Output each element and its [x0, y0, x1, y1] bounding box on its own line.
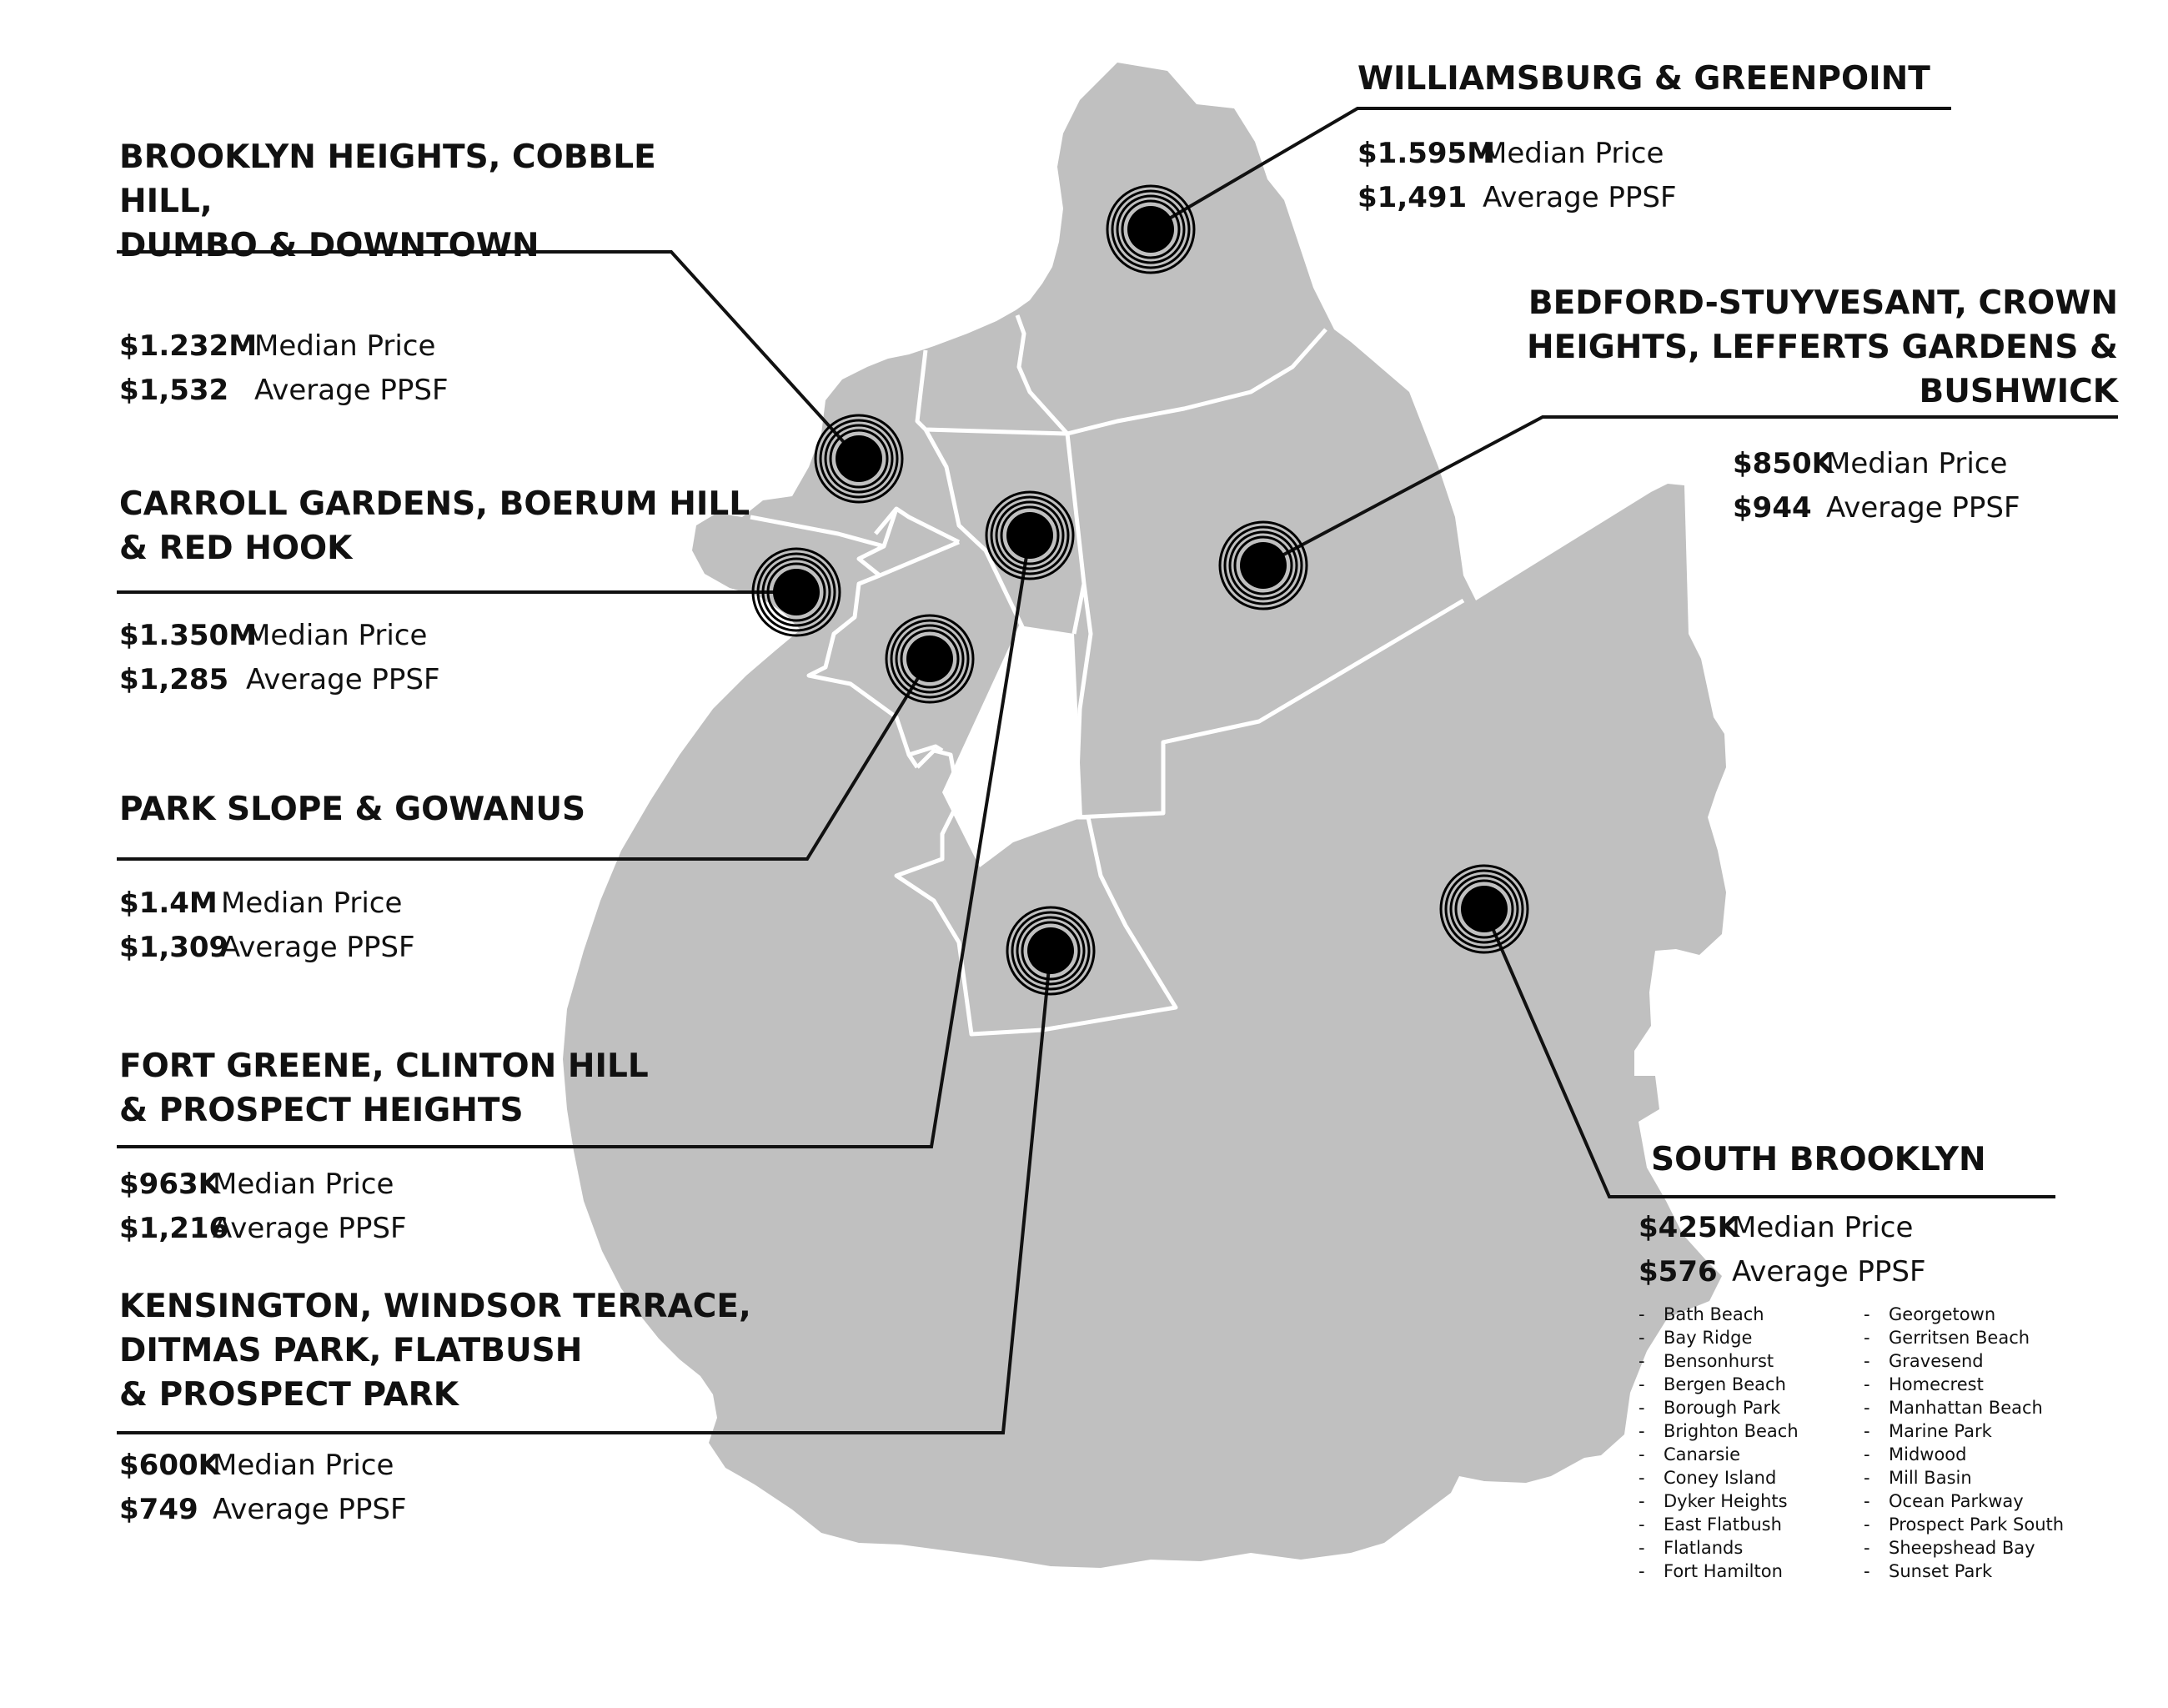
list-dash: - [1864, 1421, 1870, 1441]
area-name: Gravesend [1889, 1351, 1984, 1371]
area-name: East Flatbush [1664, 1515, 1782, 1535]
ppsf-row: $1,285 Average PPSF [119, 663, 440, 696]
median-price-row: $1.595MMedian Price [1358, 137, 1664, 170]
list-dash: - [1639, 1515, 1645, 1535]
median-price-row: $850KMedian Price [1733, 447, 2008, 480]
label-south-brooklyn [1651, 1138, 2085, 1182]
median-price-row: $1.232MMedian Price [119, 329, 436, 363]
area-name: Georgetown [1889, 1304, 1996, 1324]
area-list-item [1864, 1349, 2064, 1373]
ppsf-row: $1,532 Average PPSF [119, 374, 449, 407]
area-list-item [1639, 1303, 1799, 1326]
list-dash: - [1639, 1538, 1645, 1558]
list-dash: - [1864, 1374, 1870, 1394]
area-list-item [1864, 1396, 2064, 1419]
area-list-item [1639, 1560, 1799, 1583]
ppsf-row: $1,216Average PPSF [119, 1212, 407, 1245]
south-brooklyn-stats [1639, 1206, 2105, 1294]
list-dash: - [1864, 1538, 1870, 1558]
median-price-row: $600KMedian Price [119, 1449, 394, 1482]
area-name: Borough Park [1664, 1398, 1781, 1418]
label-park-slope-gowanus [119, 787, 753, 970]
area-name: Coney Island [1664, 1468, 1777, 1488]
area-list-item [1864, 1489, 2064, 1513]
area-list-item [1639, 1466, 1799, 1489]
list-dash: - [1864, 1561, 1870, 1581]
list-dash: - [1639, 1444, 1645, 1464]
area-list-item [1864, 1536, 2064, 1560]
list-dash: - [1864, 1328, 1870, 1348]
label-bed-stuy-crown-heights [1418, 281, 2118, 530]
label-williamsburg-greenpoint [1358, 57, 1991, 220]
area-name: Sheepshead Bay [1889, 1538, 2035, 1558]
area-list-item [1639, 1419, 1799, 1443]
neighborhood-title: CARROLL GARDENS, BOERUM HILL & RED HOOK [119, 485, 750, 567]
neighborhood-title: WILLIAMSBURG & GREENPOINT [1358, 60, 1930, 98]
ppsf-row: $576 Average PPSF [1639, 1255, 1926, 1289]
list-dash: - [1864, 1304, 1870, 1324]
label-carroll-gardens-red-hook [119, 482, 753, 702]
list-dash: - [1864, 1491, 1870, 1511]
list-dash: - [1639, 1304, 1645, 1324]
area-list-item [1864, 1326, 2064, 1349]
median-price-row: $1.4M Median Price [119, 887, 403, 920]
list-dash: - [1639, 1491, 1645, 1511]
area-name: Sunset Park [1889, 1561, 1993, 1581]
area-list-item [1864, 1443, 2064, 1466]
ppsf-row: $749 Average PPSF [119, 1493, 407, 1526]
area-name: Midwood [1889, 1444, 1967, 1464]
list-dash: - [1864, 1351, 1870, 1371]
area-list-item [1639, 1536, 1799, 1560]
area-name: Fort Hamilton [1664, 1561, 1783, 1581]
area-list-item [1639, 1326, 1799, 1349]
list-dash: - [1639, 1421, 1645, 1441]
marker-dot [1127, 206, 1174, 253]
median-price-row: $963KMedian Price [119, 1168, 394, 1201]
area-name: Gerritsen Beach [1889, 1328, 2030, 1348]
area-list-item [1639, 1349, 1799, 1373]
south-brooklyn-areas-column-1 [1639, 1303, 1799, 1583]
area-name: Bergen Beach [1664, 1374, 1786, 1394]
area-name: Bensonhurst [1664, 1351, 1774, 1371]
marker-dot [1006, 512, 1053, 559]
area-list-item [1864, 1419, 2064, 1443]
area-list-item [1639, 1396, 1799, 1419]
area-list-item [1864, 1373, 2064, 1396]
label-kensington-flatbush [119, 1284, 803, 1532]
list-dash: - [1864, 1398, 1870, 1418]
area-name: Manhattan Beach [1889, 1398, 2043, 1418]
list-dash: - [1864, 1515, 1870, 1535]
area-name: Ocean Parkway [1889, 1491, 2024, 1511]
list-dash: - [1639, 1374, 1645, 1394]
area-name: Dyker Heights [1664, 1491, 1788, 1511]
marker-dot [1240, 542, 1287, 589]
area-list-item [1639, 1489, 1799, 1513]
neighborhood-title: BROOKLYN HEIGHTS, COBBLE HILL, DUMBO & DOWNTOWN [119, 138, 656, 264]
area-list-item [1864, 1303, 2064, 1326]
list-dash: - [1639, 1328, 1645, 1348]
label-brooklyn-heights-downtown [119, 135, 753, 413]
list-dash: - [1639, 1398, 1645, 1418]
area-list-item [1864, 1560, 2064, 1583]
marker-dot [906, 635, 953, 682]
ppsf-row: $1,309Average PPSF [119, 931, 415, 964]
label-fort-greene-prospect-heights [119, 1044, 753, 1251]
list-dash: - [1639, 1561, 1645, 1581]
ppsf-row: $944 Average PPSF [1733, 491, 2020, 525]
neighborhood-title: PARK SLOPE & GOWANUS [119, 791, 586, 828]
area-list-item [1639, 1443, 1799, 1466]
area-list-item [1639, 1373, 1799, 1396]
neighborhood-title: KENSINGTON, WINDSOR TERRACE, DITMAS PARK, FLATBUSH & PROSPECT PARK [119, 1288, 751, 1414]
marker-dot [1027, 927, 1074, 974]
area-name: Mill Basin [1889, 1468, 1972, 1488]
south-brooklyn-areas-column-2 [1864, 1303, 2064, 1583]
area-name: Prospect Park South [1889, 1515, 2065, 1535]
ppsf-row: $1,491 Average PPSF [1358, 181, 1677, 214]
marker-dot [773, 569, 820, 615]
area-name: Flatlands [1664, 1538, 1744, 1558]
area-list-item [1864, 1466, 2064, 1489]
area-name: Brighton Beach [1664, 1421, 1799, 1441]
neighborhood-title: SOUTH BROOKLYN [1651, 1141, 1986, 1178]
area-name: Bay Ridge [1664, 1328, 1753, 1348]
area-list-item [1864, 1513, 2064, 1536]
area-name: Bath Beach [1664, 1304, 1764, 1324]
neighborhood-title: FORT GREENE, CLINTON HILL & PROSPECT HEIGHTS [119, 1047, 649, 1129]
marker-dot [1461, 886, 1508, 932]
neighborhood-title: BEDFORD-STUYVESANT, CROWN HEIGHTS, LEFFERTS GARDENS & BUSHWICK [1526, 284, 2118, 410]
marker-dot [836, 435, 882, 482]
list-dash: - [1864, 1468, 1870, 1488]
area-name: Marine Park [1889, 1421, 1992, 1441]
list-dash: - [1639, 1468, 1645, 1488]
median-price-row: $425KMedian Price [1639, 1211, 1914, 1244]
list-dash: - [1864, 1444, 1870, 1464]
median-price-row: $1.350MMedian Price [119, 619, 428, 652]
area-name: Canarsie [1664, 1444, 1741, 1464]
area-name: Homecrest [1889, 1374, 1984, 1394]
area-list-item [1639, 1513, 1799, 1536]
list-dash: - [1639, 1351, 1645, 1371]
